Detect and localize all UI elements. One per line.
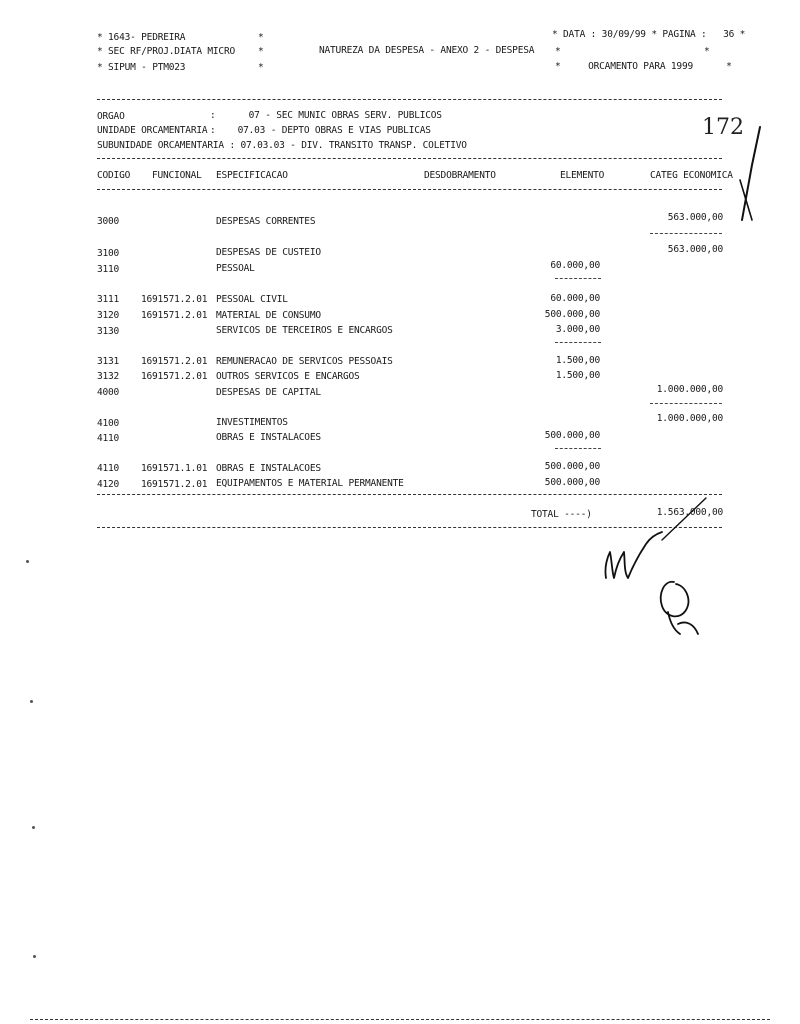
row-funcional: 1691571.2.01	[141, 371, 208, 382]
column-especificacao: ESPECIFICACAO	[216, 170, 288, 181]
scan-speck	[26, 560, 29, 563]
subtotal-rule	[555, 342, 601, 343]
handwritten-slash-mark	[730, 125, 770, 235]
header-line-1-left: * 1643- PEDREIRA	[97, 32, 186, 43]
header-budget-year: * ORCAMENTO PARA 1999 *	[555, 61, 732, 72]
column-funcional: FUNCIONAL	[152, 170, 202, 181]
row-funcional: 1691571.2.01	[141, 479, 208, 490]
row-elemento-value: 60.000,00	[550, 293, 600, 304]
column-codigo: CODIGO	[97, 170, 131, 181]
row-especificacao: SERVICOS DE TERCEIROS E ENCARGOS	[216, 325, 393, 336]
row-especificacao: OBRAS E INSTALACOES	[216, 463, 321, 474]
handwritten-signature	[650, 572, 710, 642]
orgao-value: : 07 - SEC MUNIC OBRAS SERV. PUBLICOS	[210, 110, 442, 121]
row-codigo: 4110	[97, 433, 120, 444]
bottom-edge-line	[30, 1019, 770, 1020]
scan-speck	[30, 700, 33, 703]
header-star: *	[258, 46, 264, 57]
row-especificacao: DESPESAS CORRENTES	[216, 216, 316, 227]
row-elemento-value: 500.000,00	[544, 461, 600, 472]
row-especificacao: INVESTIMENTOS	[216, 417, 288, 428]
row-especificacao: PESSOAL CIVIL	[216, 294, 288, 305]
row-codigo: 4120	[97, 479, 120, 490]
subunidade-line: SUBUNIDADE ORCAMENTARIA : 07.03.03 - DIV. TRANSITO TRANSP. COLETIVO	[97, 140, 467, 151]
total-value: 1.563.000,00	[656, 507, 723, 518]
header-right-2: * *	[555, 46, 710, 57]
row-codigo: 4110	[97, 463, 120, 474]
column-header-bottom-line	[97, 189, 722, 190]
row-funcional: 1691571.2.01	[141, 356, 208, 367]
column-desdobramento: DESDOBRAMENTO	[424, 170, 496, 181]
scan-speck	[32, 826, 35, 829]
row-codigo: 3120	[97, 310, 120, 321]
row-codigo: 4100	[97, 418, 120, 429]
column-categ-economica: CATEG ECONOMICA	[650, 170, 733, 181]
row-codigo: 3111	[97, 294, 120, 305]
row-especificacao: DESPESAS DE CAPITAL	[216, 387, 321, 398]
scan-speck	[33, 955, 36, 958]
row-categ-value: 563.000,00	[667, 244, 723, 255]
row-categ-value: 563.000,00	[667, 212, 723, 223]
unidade-value: : 07.03 - DEPTO OBRAS E VIAS PUBLICAS	[210, 125, 431, 136]
row-funcional: 1691571.2.01	[141, 310, 208, 321]
row-funcional: 1691571.2.01	[141, 294, 208, 305]
subtotal-rule	[555, 278, 601, 279]
row-codigo: 4000	[97, 387, 120, 398]
total-label: TOTAL ----)	[531, 509, 592, 520]
row-elemento-value: 1.500,00	[555, 370, 600, 381]
header-line-3-left: * SIPUM - PTM023	[97, 62, 186, 73]
row-especificacao: OUTROS SERVICOS E ENCARGOS	[216, 371, 360, 382]
unidade-label: UNIDADE ORCAMENTARIA	[97, 125, 208, 136]
table-bottom-line	[97, 494, 722, 495]
row-especificacao: DESPESAS DE CUSTEIO	[216, 247, 321, 258]
subtotal-rule	[555, 448, 601, 449]
row-elemento-value: 500.000,00	[544, 430, 600, 441]
header-separator	[97, 99, 722, 100]
row-codigo: 3130	[97, 326, 120, 337]
orgao-label: ORGAO	[97, 111, 125, 122]
row-especificacao: REMUNERACAO DE SERVICOS PESSOAIS	[216, 356, 393, 367]
header-line-2-left: * SEC RF/PROJ.DIATA MICRO	[97, 46, 235, 57]
page-stamp-number: 172	[702, 115, 744, 140]
row-categ-value: 1.000.000,00	[656, 384, 723, 395]
column-header-top-line	[97, 158, 722, 159]
row-especificacao: EQUIPAMENTOS E MATERIAL PERMANENTE	[216, 478, 404, 489]
row-codigo: 3132	[97, 371, 120, 382]
header-star: *	[258, 32, 264, 43]
report-title: NATUREZA DA DESPESA - ANEXO 2 - DESPESA	[319, 45, 535, 56]
subtotal-rule	[650, 403, 722, 404]
row-categ-value: 1.000.000,00	[656, 413, 723, 424]
row-elemento-value: 500.000,00	[544, 477, 600, 488]
row-funcional: 1691571.1.01	[141, 463, 208, 474]
row-elemento-value: 60.000,00	[550, 260, 600, 271]
row-elemento-value: 1.500,00	[555, 355, 600, 366]
row-codigo: 3000	[97, 216, 120, 227]
header-date-page: * DATA : 30/09/99 * PAGINA : 36 *	[552, 29, 746, 40]
row-elemento-value: 500.000,00	[544, 309, 600, 320]
row-especificacao: OBRAS E INSTALACOES	[216, 432, 321, 443]
row-especificacao: MATERIAL DE CONSUMO	[216, 310, 321, 321]
subtotal-rule	[650, 233, 722, 234]
row-codigo: 3100	[97, 248, 120, 259]
row-codigo: 3131	[97, 356, 120, 367]
header-star: *	[258, 62, 264, 73]
row-especificacao: PESSOAL	[216, 263, 255, 274]
column-elemento: ELEMENTO	[560, 170, 605, 181]
row-elemento-value: 3.000,00	[555, 324, 600, 335]
row-codigo: 3110	[97, 264, 120, 275]
